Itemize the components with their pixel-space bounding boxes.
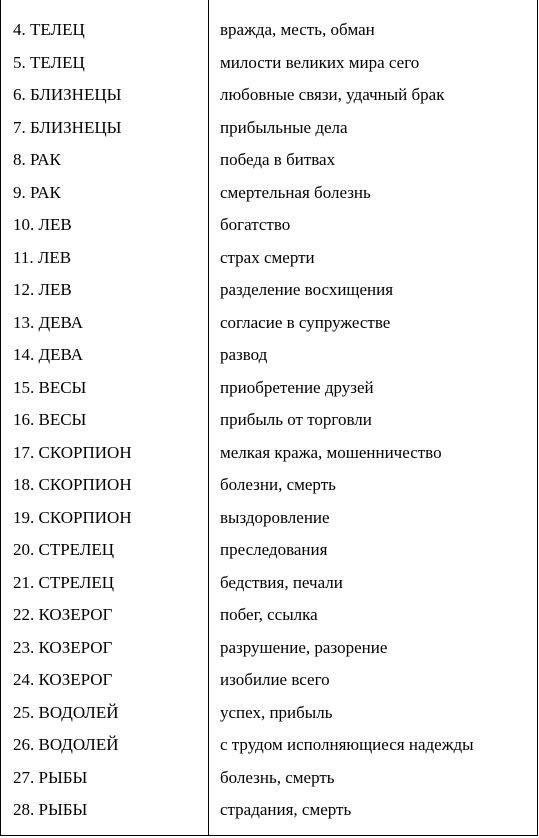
meaning-cell: разделение восхищения: [220, 280, 394, 299]
sign-cell: 8. РАК: [13, 150, 61, 169]
meaning-cell: развод: [220, 345, 268, 364]
sign-cell: 28. РЫБЫ: [13, 800, 88, 819]
table-row: [1, 794, 537, 827]
table-row: [1, 339, 537, 372]
table-row: [1, 729, 537, 762]
table-row: [1, 177, 537, 210]
meaning-cell: богатство: [220, 215, 291, 234]
sign-cell: 15. ВЕСЫ: [13, 377, 87, 397]
sign-cell: 19. СКОРПИОН: [13, 507, 132, 527]
sign-cell: 18. СКОРПИОН: [13, 475, 132, 494]
meaning-cell: смертельная болезнь: [220, 182, 371, 202]
meaning-cell: мелкая кража, мошенничество: [220, 442, 442, 462]
meaning-cell: с трудом исполняющиеся надежды: [220, 735, 474, 754]
sign-cell: 13. ДЕВА: [13, 312, 84, 332]
meaning-cell: победа в битвах: [220, 150, 336, 169]
sign-cell: 4. ТЕЛЕЦ: [13, 20, 85, 39]
meaning-cell: милости великих мира сего: [220, 52, 420, 72]
table-row: [1, 534, 537, 567]
table-row: [1, 502, 537, 535]
sign-cell: 17. СКОРПИОН: [13, 442, 132, 462]
meaning-cell: страх смерти: [220, 247, 315, 267]
meaning-cell: любовные связи, удачный брак: [220, 85, 445, 104]
table-row: [1, 242, 537, 275]
table-row: [1, 567, 537, 600]
sign-cell: 25. ВОДОЛЕЙ: [13, 702, 119, 722]
table-body: [1, 14, 537, 827]
meaning-cell: выздоровление: [220, 507, 330, 527]
table-row: [1, 437, 537, 470]
table-row: [1, 762, 537, 795]
table-row: [1, 404, 537, 437]
table-row: [1, 697, 537, 730]
table-row: [1, 599, 537, 632]
sign-cell: 27. РЫБЫ: [13, 767, 88, 787]
table-row: [1, 47, 537, 80]
sign-cell: 14. ДЕВА: [13, 345, 84, 364]
table-row: [1, 632, 537, 665]
meaning-cell: разрушение, разорение: [220, 637, 388, 657]
sign-cell: 22. КОЗЕРОГ: [13, 605, 113, 624]
sign-cell: 21. СТРЕЛЕЦ: [13, 572, 115, 592]
sign-cell: 16. ВЕСЫ: [13, 410, 87, 429]
table-row: [1, 112, 537, 145]
sign-cell: 20. СТРЕЛЕЦ: [13, 540, 115, 559]
table-row: [1, 209, 537, 242]
sign-cell: 23. КОЗЕРОГ: [13, 637, 113, 657]
table-row: [1, 469, 537, 502]
meaning-cell: изобилие всего: [220, 670, 330, 689]
table-row: [1, 274, 537, 307]
meaning-cell: страдания, смерть: [220, 800, 352, 819]
sign-cell: 24. КОЗЕРОГ: [13, 670, 113, 689]
sign-cell: 11. ЛЕВ: [13, 247, 72, 267]
meaning-cell: бедствия, печали: [220, 572, 343, 592]
sign-cell: 9. РАК: [13, 182, 61, 202]
sign-cell: 26. ВОДОЛЕЙ: [13, 735, 119, 754]
meaning-cell: побег, ссылка: [220, 605, 318, 624]
table-row: [1, 79, 537, 112]
meaning-cell: преследования: [220, 540, 328, 559]
table-row: [1, 664, 537, 697]
meaning-cell: согласие в супружестве: [220, 312, 391, 332]
table-row: [1, 14, 537, 47]
meaning-cell: прибыль от торговли: [220, 410, 372, 429]
meaning-cell: болезнь, смерть: [220, 767, 335, 787]
table-row: [1, 307, 537, 340]
sign-cell: 7. БЛИЗНЕЦЫ: [13, 117, 122, 137]
meaning-cell: вражда, месть, обман: [220, 20, 375, 39]
sign-cell: 10. ЛЕВ: [13, 215, 72, 234]
table-row: [1, 372, 537, 405]
meaning-cell: приобретение друзей: [220, 377, 374, 397]
sign-cell: 5. ТЕЛЕЦ: [13, 52, 85, 72]
meaning-cell: прибыльные дела: [220, 117, 348, 137]
sign-cell: 6. БЛИЗНЕЦЫ: [13, 85, 122, 104]
table-row: [1, 144, 537, 177]
sign-cell: 12. ЛЕВ: [13, 280, 72, 299]
meaning-cell: успех, прибыль: [220, 702, 333, 722]
meaning-cell: болезни, смерть: [220, 475, 336, 494]
